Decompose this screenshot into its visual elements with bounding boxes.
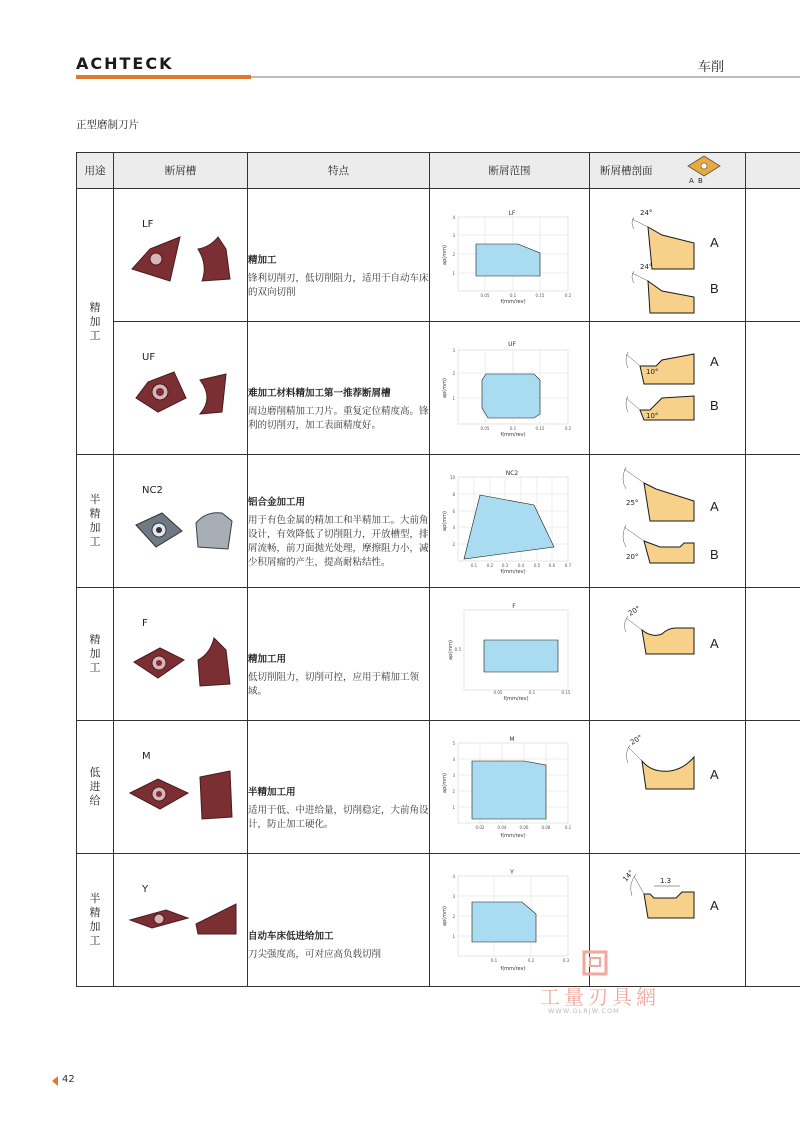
- extra-cell: [746, 588, 800, 721]
- use-char: 工: [89, 934, 101, 947]
- header-use: 用途: [77, 153, 114, 189]
- use-char: 精: [89, 507, 101, 520]
- y-tick: 4: [452, 215, 455, 220]
- use-cell-semi-finishing: [77, 455, 114, 588]
- x-tick: 0.06: [519, 825, 529, 830]
- use-char: 工: [89, 661, 101, 674]
- x-axis-label: f(mm/rev): [500, 569, 526, 575]
- y-axis-label: ap(mm): [442, 378, 448, 398]
- angle-label: 20°: [627, 604, 642, 618]
- profile-cell: [590, 189, 746, 322]
- x-tick: 0.2: [564, 293, 572, 298]
- insert-photo-icon: [114, 588, 248, 720]
- y-tick: 3: [452, 894, 455, 899]
- y-tick: 1: [452, 805, 455, 810]
- use-char: 加: [89, 314, 101, 328]
- use-char: 给: [89, 794, 101, 807]
- range-cell: [430, 189, 590, 322]
- x-tick: 0.3: [501, 563, 509, 568]
- groove-name: LF: [142, 219, 154, 230]
- profile-cell: [590, 455, 746, 588]
- use-cell-finishing-f: [77, 588, 114, 721]
- chip-range-area: [484, 640, 558, 672]
- y-tick: 3: [452, 773, 455, 778]
- use-char: 加: [89, 647, 101, 660]
- use-char: 进: [89, 780, 101, 793]
- x-tick: 0.15: [535, 426, 545, 431]
- chart-title: LF: [508, 210, 516, 217]
- y-tick: 2: [452, 252, 455, 257]
- x-tick: 0.7: [564, 563, 572, 568]
- groove-name: F: [142, 618, 148, 629]
- header-groove: 断屑槽: [114, 153, 248, 189]
- table-row-lf: [77, 189, 800, 322]
- watermark-text: 工量刃具網: [540, 985, 660, 1009]
- use-char: 加: [89, 521, 101, 534]
- chip-range-area: [464, 495, 554, 559]
- profile-letter: B: [710, 281, 719, 296]
- feature-desc: 用于有色金属的精加工和半精加工。大前角设计，有效降低了切削阻力，开放槽型，排屑流畅，前刀面抛光处理，摩擦阻力小，减少积屑瘤的产生，提高耐粘结性。: [248, 515, 429, 568]
- angle-label: 10°: [646, 368, 659, 376]
- profile-letter: A: [710, 767, 719, 782]
- y-tick: 2: [452, 542, 455, 547]
- x-tick: 0.1: [528, 690, 536, 695]
- x-tick: 0.1: [509, 293, 517, 298]
- groove-name: M: [142, 751, 151, 762]
- y-axis-label: ap(mm): [442, 245, 448, 265]
- groove-profile-diagram: [590, 721, 746, 853]
- profile-cell: [590, 588, 746, 721]
- x-tick: 0.15: [535, 293, 545, 298]
- chart-title: Y: [510, 869, 514, 876]
- range-cell: [430, 322, 590, 455]
- profile-tag-b: B: [698, 177, 703, 185]
- table-row-f: [77, 588, 800, 721]
- groove-profile-diagram: [590, 455, 746, 587]
- header-accent-bar: [76, 75, 251, 79]
- extra-cell: [746, 854, 800, 987]
- x-tick: 0.2: [564, 426, 572, 431]
- x-tick: 0.4: [517, 563, 525, 568]
- x-tick: 0.1: [470, 563, 478, 568]
- table-row-nc2: [77, 455, 800, 588]
- y-axis-label: ap(mm): [448, 640, 454, 660]
- x-tick: 0.1: [509, 426, 517, 431]
- use-cell-low-feed: [77, 721, 114, 854]
- use-char: 工: [89, 328, 101, 342]
- feature-cell: [248, 455, 430, 588]
- header-features: 特点: [248, 153, 430, 189]
- x-axis-label: f(mm/rev): [503, 696, 529, 702]
- extra-cell: [746, 189, 800, 322]
- chip-range-chart: [430, 588, 590, 720]
- insert-photo-icon: [114, 322, 248, 454]
- feature-cell: [248, 588, 430, 721]
- feature-desc: 低切削阻力，切削可控，应用于精加工领域。: [248, 672, 420, 697]
- y-tick: 8: [452, 492, 455, 497]
- y-tick: 10: [449, 475, 455, 480]
- y-tick: 4: [452, 874, 455, 879]
- groove-profile-diagram: [590, 854, 746, 986]
- y-tick: 1: [452, 396, 455, 401]
- groove-profile-diagram: [590, 189, 746, 321]
- chip-range-area: [472, 761, 546, 819]
- angle-label: 20°: [629, 733, 644, 747]
- angle-label: 24°: [640, 209, 653, 217]
- y-tick: 2: [452, 371, 455, 376]
- y-tick: 4: [452, 757, 455, 762]
- angle-label: 25°: [626, 499, 639, 507]
- y-tick: 2: [452, 789, 455, 794]
- profile-letter: B: [710, 398, 719, 413]
- dimension-label: 1.3: [660, 877, 672, 885]
- y-tick: 0.5: [454, 647, 461, 652]
- insert-photo-icon: [114, 854, 248, 986]
- groove-name: UF: [142, 352, 156, 363]
- profile-cell: [590, 854, 746, 987]
- table-row-m: [77, 721, 800, 854]
- insert-photo-icon: [114, 189, 248, 321]
- y-tick: 2: [452, 914, 455, 919]
- use-char: 加: [89, 920, 101, 933]
- groove-name: NC2: [142, 485, 163, 496]
- groove-name: Y: [142, 884, 149, 895]
- angle-label: 24°: [640, 263, 653, 271]
- watermark-logo-icon: [582, 950, 608, 976]
- x-tick: 0.6: [548, 563, 556, 568]
- insert-photo-icon: [114, 455, 248, 587]
- chip-range-area: [476, 244, 540, 276]
- x-tick: 0.05: [480, 293, 490, 298]
- x-tick: 0.02: [475, 825, 485, 830]
- profile-tag-a: A: [689, 177, 694, 185]
- use-cell-finishing: [77, 189, 114, 455]
- use-char: 低: [89, 766, 101, 779]
- feature-desc: 锋利切削刃，低切削阻力，适用于自动车床的双向切削: [248, 273, 429, 298]
- groove-cell: [114, 721, 248, 854]
- x-axis-label: f(mm/rev): [500, 299, 526, 305]
- angle-label: 10°: [646, 412, 659, 420]
- chart-title: NC2: [505, 470, 519, 477]
- feature-title: 精加工用: [248, 654, 287, 665]
- use-char: 精: [89, 906, 101, 919]
- use-cell-semi-finishing-y: [77, 854, 114, 987]
- chip-range-area: [482, 374, 540, 418]
- chip-range-chart: [430, 854, 590, 986]
- brand-logo: ACHTECK: [76, 54, 174, 73]
- chart-title: F: [512, 603, 516, 610]
- x-tick: 0.05: [493, 690, 503, 695]
- x-tick: 0.08: [541, 825, 551, 830]
- use-char: 半: [89, 493, 101, 506]
- range-cell: [430, 588, 590, 721]
- angle-label: 20°: [626, 553, 639, 561]
- groove-cell: [114, 588, 248, 721]
- profile-letter: A: [710, 898, 719, 913]
- chart-title: M: [509, 736, 515, 743]
- x-tick: 0.1: [490, 958, 498, 963]
- feature-cell: [248, 721, 430, 854]
- page-number: 42: [62, 1074, 75, 1085]
- feature-cell: [248, 854, 430, 987]
- feature-title: 自动车床低进给加工: [248, 931, 334, 942]
- profile-letter: A: [710, 235, 719, 250]
- y-tick: 1: [452, 934, 455, 939]
- feature-desc: 刀尖强度高，可对应高负载切削: [248, 949, 382, 960]
- x-tick: 0.1: [564, 825, 572, 830]
- page-subtitle: 正型磨制刀片: [76, 119, 139, 131]
- use-char: 半: [89, 892, 101, 905]
- groove-profile-diagram: [590, 588, 746, 720]
- chip-range-area: [472, 902, 536, 942]
- y-axis-label: ap(mm): [442, 773, 448, 793]
- header-profile: [590, 153, 746, 189]
- use-char: 精: [89, 300, 101, 314]
- y-tick: 1: [452, 271, 455, 276]
- chip-range-chart: [430, 189, 590, 321]
- chip-range-chart: [430, 455, 590, 587]
- range-cell: [430, 721, 590, 854]
- chip-range-chart: [430, 322, 590, 454]
- y-tick: 3: [452, 348, 455, 353]
- chipbreaker-table: [76, 152, 800, 987]
- profile-letter: A: [710, 636, 719, 651]
- profile-cell: [590, 322, 746, 455]
- y-tick: 3: [452, 233, 455, 238]
- x-axis-label: f(mm/rev): [500, 833, 526, 839]
- y-tick: 5: [452, 741, 455, 746]
- feature-title: 难加工材料精加工第一推荐断屑槽: [248, 388, 391, 399]
- profile-letter: A: [710, 354, 719, 369]
- x-axis-label: f(mm/rev): [500, 966, 526, 972]
- table-row-uf: [77, 322, 800, 455]
- x-tick: 0.2: [527, 958, 535, 963]
- x-tick: 0.04: [497, 825, 507, 830]
- range-cell: [430, 455, 590, 588]
- section-title: 车削: [697, 60, 724, 75]
- extra-cell: [746, 455, 800, 588]
- y-tick: 4: [452, 525, 455, 530]
- use-char: 精: [89, 633, 101, 646]
- x-tick: 0.05: [480, 426, 490, 431]
- chip-range-chart: [430, 721, 590, 853]
- feature-title: 铝合金加工用: [248, 497, 306, 508]
- insert-photo-icon: [114, 721, 248, 853]
- use-char: 工: [89, 535, 101, 548]
- x-axis-label: f(mm/rev): [500, 432, 526, 438]
- watermark-url: WWW.GLRJW.COM: [548, 1007, 620, 1015]
- feature-title: 半精加工用: [248, 787, 296, 798]
- feature-cell: [248, 322, 430, 455]
- groove-profile-diagram: [590, 322, 746, 454]
- y-axis-label: ap(mm): [442, 511, 448, 531]
- feature-cell: [248, 189, 430, 322]
- x-tick: 0.15: [561, 690, 571, 695]
- profile-cell: [590, 721, 746, 854]
- table-header-row: [77, 153, 800, 189]
- groove-cell: [114, 455, 248, 588]
- table-row-y: [77, 854, 800, 987]
- chart-title: UF: [508, 341, 516, 348]
- groove-cell: [114, 854, 248, 987]
- x-tick: 0.3: [562, 958, 570, 963]
- x-tick: 0.5: [533, 563, 541, 568]
- profile-letter: A: [710, 499, 719, 514]
- header-profile-label: 断屑槽剖面: [600, 165, 653, 177]
- header-range: 断屑范围: [430, 153, 590, 189]
- x-tick: 0.2: [486, 563, 494, 568]
- y-axis-label: ap(mm): [442, 906, 448, 926]
- range-cell: [430, 854, 590, 987]
- feature-title: 精加工: [248, 255, 277, 266]
- header-extra: [746, 153, 800, 189]
- groove-cell: [114, 322, 248, 455]
- extra-cell: [746, 721, 800, 854]
- page-arrow-icon: [52, 1076, 58, 1086]
- groove-cell: [114, 189, 248, 322]
- y-tick: 6: [452, 509, 455, 514]
- angle-label: 14°: [621, 868, 636, 884]
- profile-letter: B: [710, 547, 719, 562]
- feature-desc: 周边磨削精加工刀片。重复定位精度高。锋利的切削刃，加工表面精度好。: [248, 406, 429, 431]
- feature-desc: 适用于低、中进给量，切削稳定，大前角设计，防止加工硬化。: [248, 805, 429, 830]
- extra-cell: [746, 322, 800, 455]
